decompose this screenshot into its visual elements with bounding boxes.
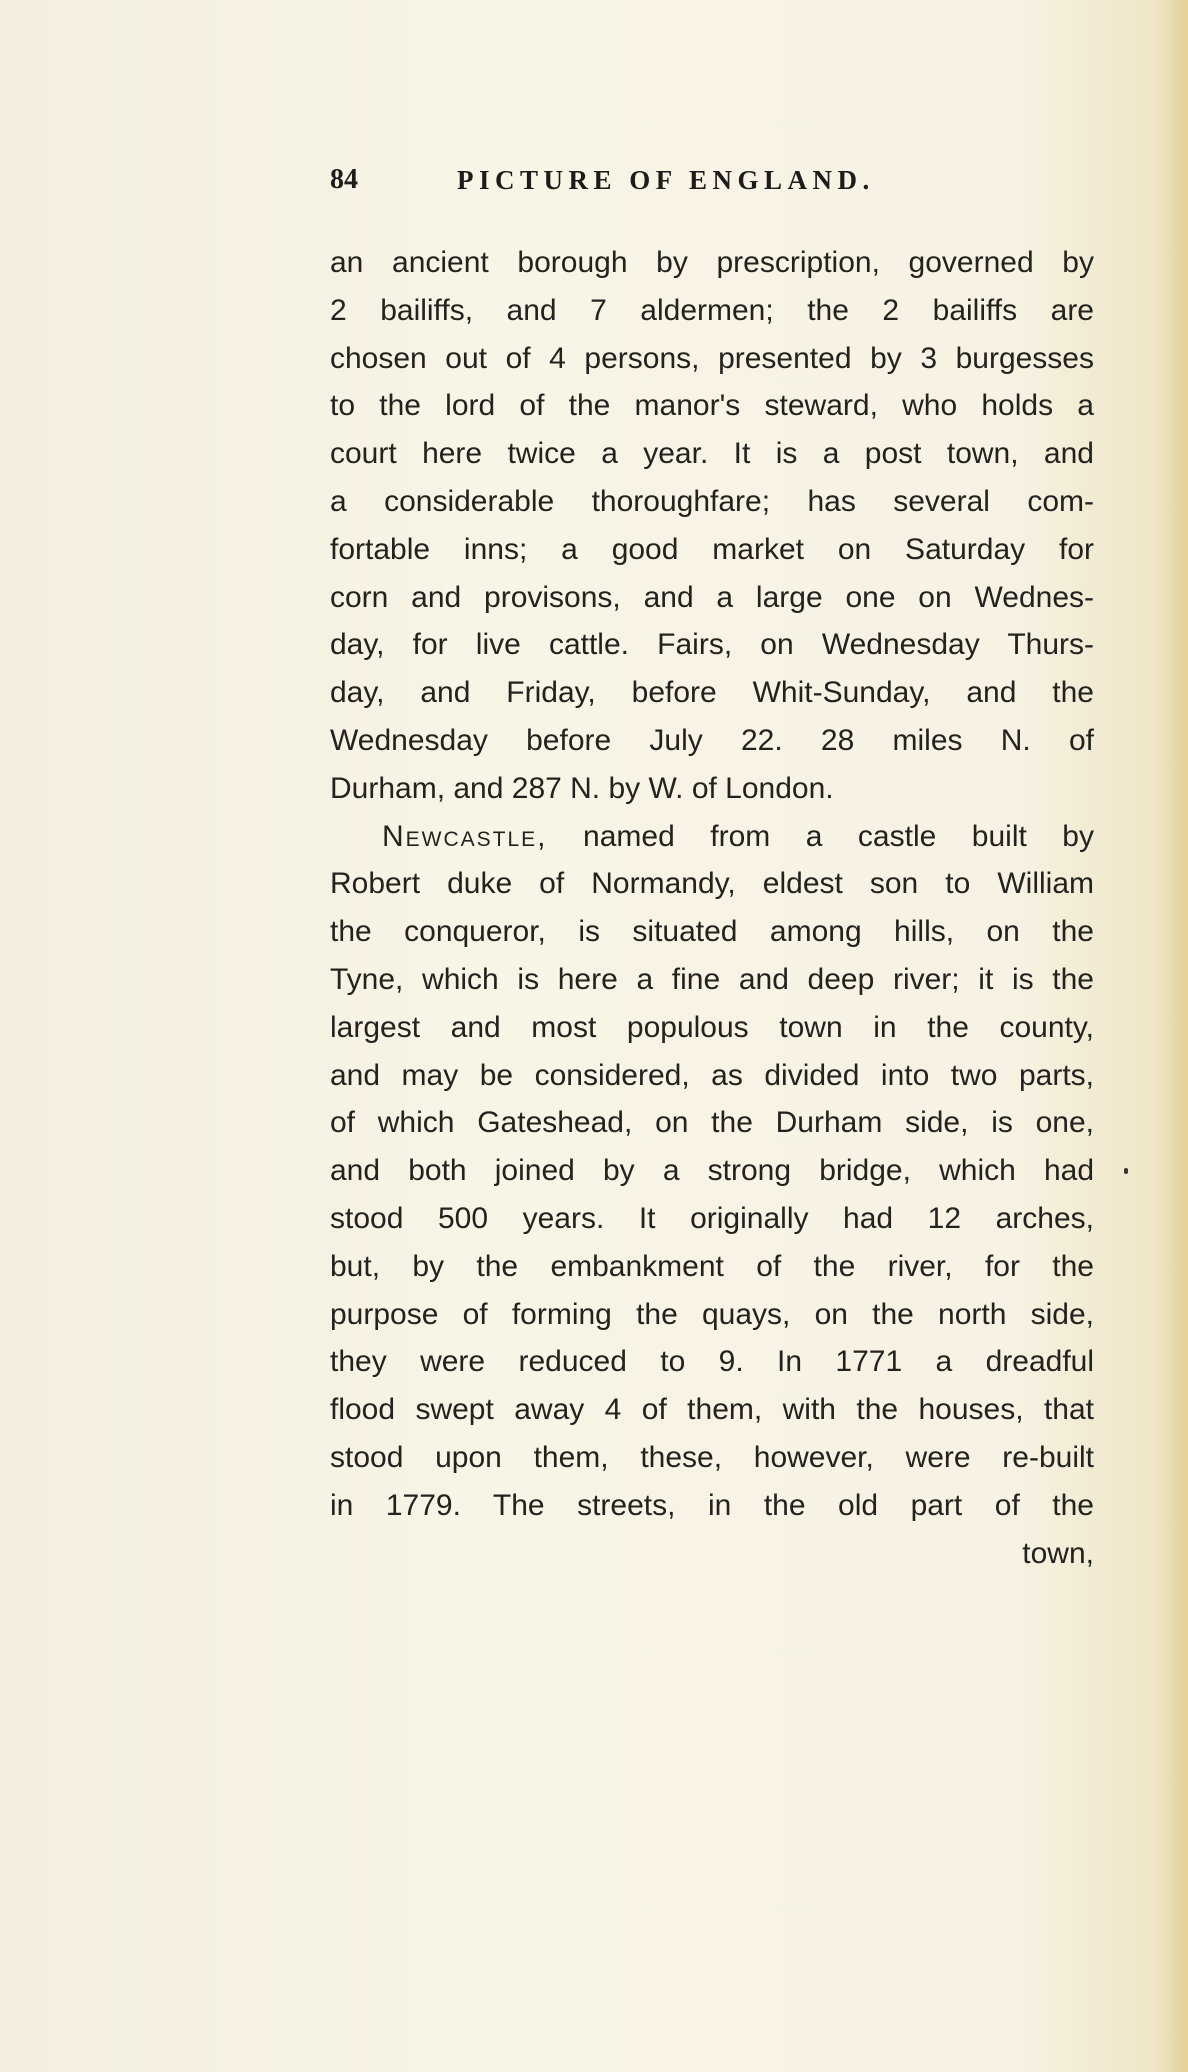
running-head [330, 162, 1070, 198]
text-line: day, and Friday, before Whit-Sunday, and the [330, 676, 1094, 710]
text-line: chosen out of 4 persons, presented by 3 burgesses [330, 341, 1094, 375]
place-heading: Newcastle, [382, 819, 548, 853]
text-line: Tyne, which is here a fine and deep river; it is the [330, 962, 1094, 996]
text-line: stood 500 years. It originally had 12 arches, [330, 1201, 1094, 1235]
text-line: but, by the embankment of the river, for the [330, 1249, 1094, 1283]
text-line: 2 bailiffs, and 7 aldermen; the 2 bailiffs are [330, 293, 1094, 327]
text-line: in 1779. The streets, in the old part of the [330, 1488, 1094, 1522]
text-line: and both joined by a strong bridge, which had [330, 1154, 1094, 1188]
text-line: they were reduced to 9. In 1771 a dreadful [330, 1345, 1094, 1379]
text-line: of which Gateshead, on the Durham side, is one, [330, 1106, 1094, 1140]
text-line: fortable inns; a good market on Saturday for [330, 532, 1094, 566]
text-line: purpose of forming the quays, on the north side, [330, 1297, 1094, 1331]
text-line: the conqueror, is situated among hills, on the [330, 915, 1094, 949]
text-line: largest and most populous town in the county, [330, 1010, 1094, 1044]
text-line: an ancient borough by prescription, governed by [330, 246, 1094, 279]
text-line: to the lord of the manor's steward, who holds a [330, 389, 1094, 423]
heading-line-rest: named from a castle built by [583, 819, 1094, 853]
running-title: PICTURE OF ENGLAND. [457, 165, 875, 195]
text-line: Wednesday before July 22. 28 miles N. of [330, 723, 1094, 757]
text-line: a considerable thoroughfare; has several com- [330, 484, 1094, 518]
page-edge [1166, 0, 1188, 2072]
ink-speck [1124, 1168, 1128, 1174]
text-line: day, for live cattle. Fairs, on Wednesday Thurs- [330, 628, 1094, 662]
text-line: corn and provisons, and a large one on Wednes- [330, 580, 1094, 614]
text-line: Durham, and 287 N. by W. of London. [330, 771, 834, 805]
body-text [330, 239, 1094, 1577]
text-line: and may be considered, as divided into two parts, [330, 1058, 1094, 1092]
paragraph-1 [330, 239, 1094, 813]
text-line: stood upon them, these, however, were re-built [330, 1440, 1094, 1474]
text-line: flood swept away 4 of them, with the houses, that [330, 1393, 1094, 1427]
text-line: Robert duke of Normandy, eldest son to William [330, 867, 1094, 901]
page-number: 84 [330, 164, 358, 195]
text-line [330, 813, 1094, 861]
catchword: town, [1022, 1536, 1094, 1570]
text-line: court here twice a year. It is a post town, and [330, 437, 1094, 471]
paragraph-2 [330, 813, 1094, 1578]
